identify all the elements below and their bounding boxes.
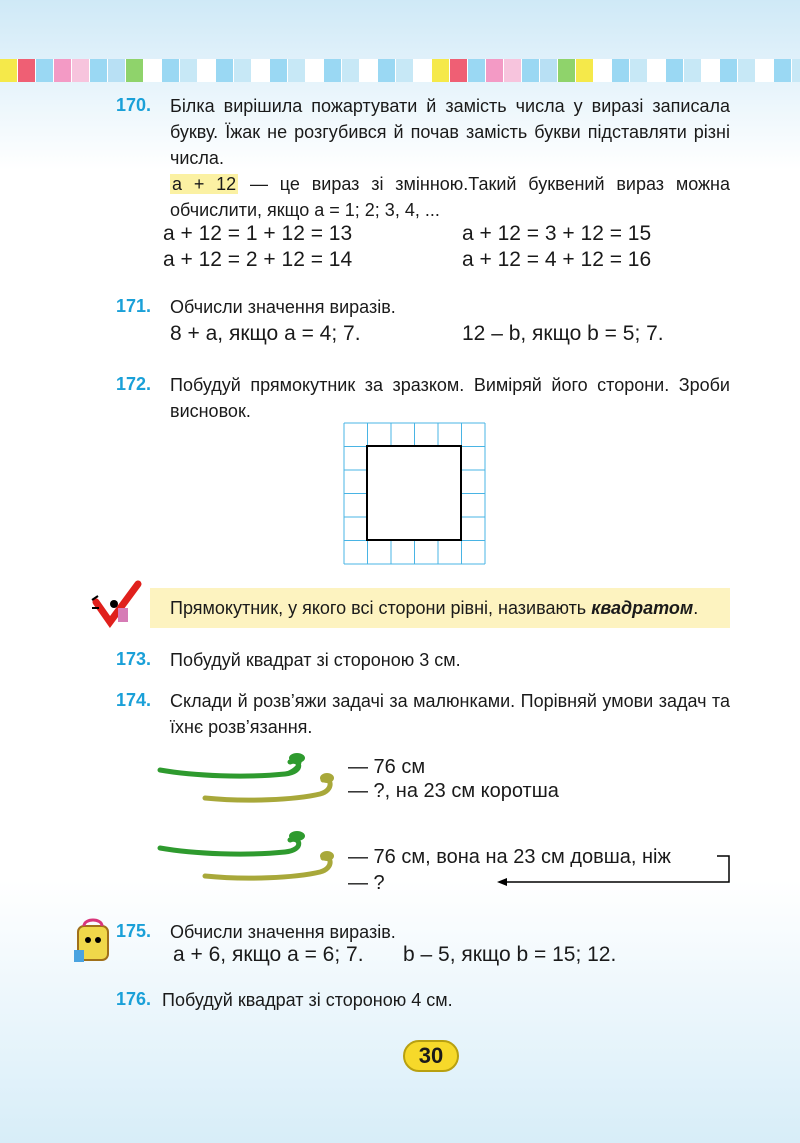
page-number: 30 bbox=[403, 1040, 459, 1072]
definition-term: квадратом bbox=[591, 598, 694, 618]
strip-cell bbox=[576, 59, 594, 82]
strip-cell bbox=[522, 59, 540, 82]
task-175-expr-right: b – 5, якщо b = 15; 12. bbox=[403, 943, 617, 966]
task-174-s1-line-b: — ?, на 23 см коротша bbox=[348, 780, 559, 802]
strip-cell bbox=[378, 59, 396, 82]
strip-cell bbox=[396, 59, 414, 82]
task-175-number: 175. bbox=[116, 921, 152, 941]
task-174-text: Склади й розв’яжи задачі за малюнками. Порівняй умови задач та їхнє розв’язання. bbox=[170, 691, 730, 737]
task-173-number: 173. bbox=[116, 649, 152, 669]
strip-cell bbox=[252, 59, 270, 82]
strip-cell bbox=[234, 59, 252, 82]
equation-4: a + 12 = 4 + 12 = 16 bbox=[462, 248, 652, 271]
task-174-s2-line-b: — ? bbox=[348, 872, 385, 894]
equation-3: a + 12 = 3 + 12 = 15 bbox=[462, 222, 652, 245]
task-171-expr-right: 12 – b, якщо b = 5; 7. bbox=[462, 322, 664, 345]
strip-cell bbox=[486, 59, 504, 82]
strip-cell bbox=[306, 59, 324, 82]
definition-lead: Прямокутник, у якого всі сторони рівні, називають bbox=[170, 598, 592, 618]
square-grid-figure bbox=[343, 422, 487, 566]
square-shape bbox=[367, 446, 461, 540]
strip-cell bbox=[630, 59, 648, 82]
strip-cell bbox=[360, 59, 378, 82]
backpack-icon bbox=[70, 918, 118, 966]
strip-cell bbox=[198, 59, 216, 82]
task-170-number: 170. bbox=[116, 95, 152, 115]
strip-cell bbox=[108, 59, 126, 82]
strip-cell bbox=[0, 59, 18, 82]
comparison-arrow bbox=[495, 850, 735, 890]
decorative-color-strip bbox=[0, 59, 800, 82]
strip-cell bbox=[774, 59, 792, 82]
snakes-illustration-1 bbox=[155, 748, 345, 810]
task-171-text: Обчисли значення виразів. bbox=[170, 297, 396, 317]
strip-cell bbox=[180, 59, 198, 82]
definition-tail: . bbox=[693, 598, 699, 618]
strip-cell bbox=[504, 59, 522, 82]
strip-cell bbox=[144, 59, 162, 82]
task-176-text: Побудуй квадрат зі стороною 4 см. bbox=[162, 990, 453, 1010]
strip-cell bbox=[450, 59, 468, 82]
strip-cell bbox=[270, 59, 288, 82]
task-174-number: 174. bbox=[116, 690, 152, 710]
strip-cell bbox=[792, 59, 800, 82]
strip-cell bbox=[468, 59, 486, 82]
strip-cell bbox=[72, 59, 90, 82]
task-172-number: 172. bbox=[116, 374, 152, 394]
strip-cell bbox=[720, 59, 738, 82]
equation-1: a + 12 = 1 + 12 = 13 bbox=[163, 222, 353, 245]
task-174-s1-line-a: — 76 см bbox=[348, 756, 426, 778]
task-175-expr-left: a + 6, якщо a = 6; 7. bbox=[173, 943, 364, 966]
task-176-number: 176. bbox=[116, 989, 152, 1009]
strip-cell bbox=[756, 59, 774, 82]
strip-cell bbox=[432, 59, 450, 82]
strip-cell bbox=[540, 59, 558, 82]
strip-cell bbox=[36, 59, 54, 82]
strip-cell bbox=[90, 59, 108, 82]
strip-cell bbox=[54, 59, 72, 82]
equation-2: a + 12 = 2 + 12 = 14 bbox=[163, 248, 353, 271]
strip-cell bbox=[162, 59, 180, 82]
strip-cell bbox=[18, 59, 36, 82]
strip-cell bbox=[738, 59, 756, 82]
snakes-illustration-2 bbox=[155, 826, 345, 888]
task-170-explain-text: — це вираз зі змінною.Такий буквений вираз можна обчислити, якщо a = 1; 2; 3, 4, ... bbox=[170, 174, 731, 220]
strip-cell bbox=[702, 59, 720, 82]
strip-cell bbox=[594, 59, 612, 82]
strip-cell bbox=[126, 59, 144, 82]
strip-cell bbox=[288, 59, 306, 82]
strip-cell bbox=[216, 59, 234, 82]
task-172-text: Побудуй прямокутник за зразком. Виміряй його сторони. Зроби висновок. bbox=[170, 375, 730, 421]
task-170-explanation bbox=[170, 171, 730, 223]
strip-cell bbox=[558, 59, 576, 82]
strip-cell bbox=[666, 59, 684, 82]
task-173-text: Побудуй квадрат зі стороною 3 см. bbox=[170, 650, 461, 670]
strip-cell bbox=[612, 59, 630, 82]
task-174-s2-line-a: — 76 см, вона на 23 см довша, ніж bbox=[348, 846, 671, 868]
checkmark-pencil-icon bbox=[88, 578, 150, 630]
expression-highlight: a + 12 bbox=[172, 174, 237, 194]
task-171-expr-left: 8 + a, якщо a = 4; 7. bbox=[170, 322, 361, 345]
task-171-number: 171. bbox=[116, 296, 152, 316]
task-175-text: Обчисли значення виразів. bbox=[170, 922, 396, 942]
strip-cell bbox=[684, 59, 702, 82]
strip-cell bbox=[414, 59, 432, 82]
strip-cell bbox=[324, 59, 342, 82]
task-170-text: Білка вирішила пожартувати й замість числа у виразі записала букву. Їжак не розгубився й почав замість букви підставляти різні числа. bbox=[170, 96, 730, 168]
definition-text bbox=[170, 598, 698, 619]
strip-cell bbox=[342, 59, 360, 82]
strip-cell bbox=[648, 59, 666, 82]
